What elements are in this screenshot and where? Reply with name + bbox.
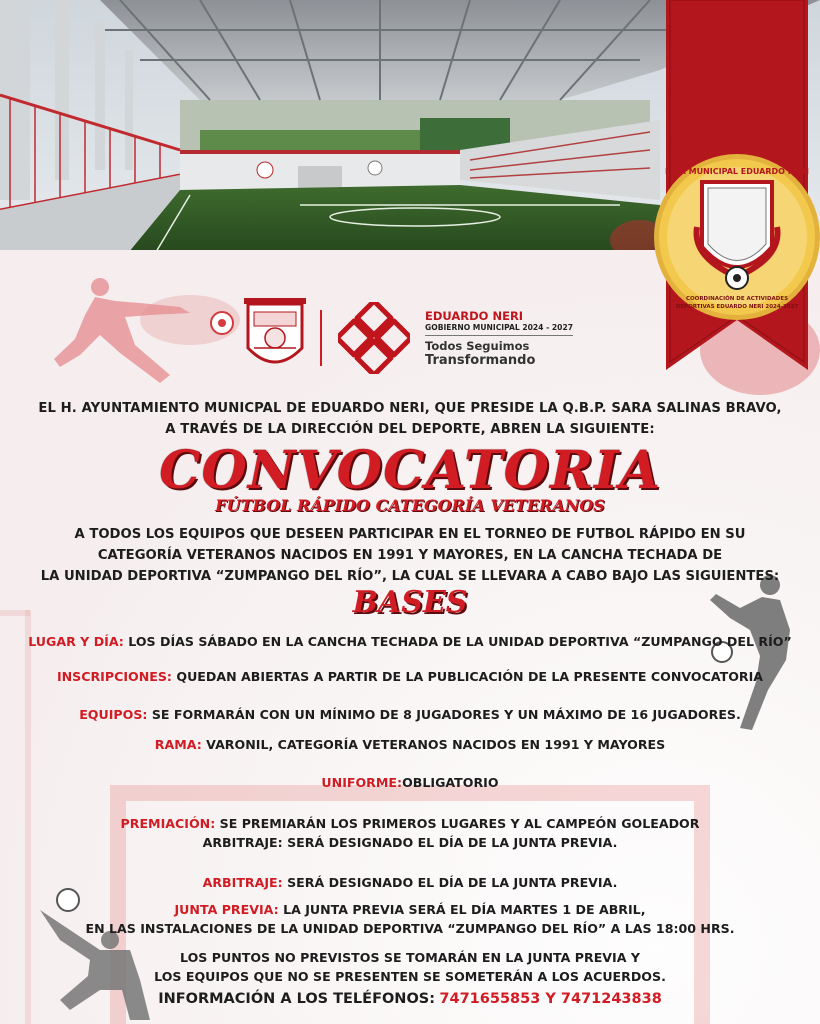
premiacion-text: SE PREMIARÁN LOS PRIMEROS LUGARES Y AL CAMPEÓN GOLEADOR xyxy=(219,816,700,831)
municipal-coat-of-arms-logo xyxy=(240,298,310,378)
premiacion-label: PREMIACIÓN: xyxy=(120,816,216,831)
puntos-line-2: LOS EQUIPOS QUE NO SE PRESENTEN SE SOMETERÁN A LOS ACUERDOS. xyxy=(154,969,666,984)
inscripciones-text: QUEDAN ABIERTAS A PARTIR DE LA PUBLICACIÓN DE LA PRESENTE CONVOCATORIA xyxy=(176,669,764,684)
intro-text xyxy=(0,398,820,440)
svg-text:DEPORTIVAS EDUARDO NERI 2024-2: DEPORTIVAS EDUARDO NERI 2024-2027 xyxy=(675,304,799,310)
rama-row xyxy=(0,735,820,755)
intro-line-1: EL H. AYUNTAMIENTO MUNICPAL DE EDUARDO NERI, QUE PRESIDE LA Q.B.P. SARA SALINAS BRAVO, xyxy=(38,401,782,416)
bases-title: BASES xyxy=(352,585,468,620)
puntos-line-1: LOS PUNTOS NO PREVISTOS SE TOMARÁN EN LA JUNTA PREVIA Y xyxy=(180,950,640,965)
brand-government: GOBIERNO MUNICIPAL 2024 - 2027 xyxy=(425,323,574,332)
info-label: INFORMACIÓN A LOS TELÉFONOS: xyxy=(158,991,436,1007)
logo-separator xyxy=(320,310,322,366)
lugar-text: LOS DÍAS SÁBADO EN LA CANCHA TECHADA DE LA UNIDAD DEPORTIVA “ZUMPANGO DEL RÍO” xyxy=(128,634,792,649)
invitation-paragraph xyxy=(0,524,820,587)
svg-text:LIGA MUNICIPAL EDUARDO NERI: LIGA MUNICIPAL EDUARDO NERI xyxy=(664,167,810,176)
arbitraje-label: ARBITRAJE: xyxy=(202,875,283,890)
brand-name: EDUARDO NERI xyxy=(425,309,524,323)
page-subtitle: FÚTBOL RÁPIDO CATEGORÍA VETERANOS xyxy=(215,496,605,515)
brand-divider xyxy=(425,335,573,336)
inscripciones-label: INSCRIPCIONES: xyxy=(56,669,172,684)
paragraph-line-3: LA UNIDAD DEPORTIVA “ZUMPANGO DEL RÍO”, LA CUAL SE LLEVARA A CABO BAJO LAS SIGUIENTES: xyxy=(40,569,780,584)
junta-text-1: LA JUNTA PREVIA SERÁ EL DÍA MARTES 1 DE ABRIL, xyxy=(283,902,646,917)
junta-label: JUNTA PREVIA: xyxy=(174,902,279,917)
uniforme-label: UNIFORME: xyxy=(321,775,403,790)
premiacion-row xyxy=(0,814,820,834)
uniforme-text: OBLIGATORIO xyxy=(402,775,499,790)
junta-row xyxy=(0,900,820,920)
page-title: CONVOCATORIA xyxy=(159,440,661,501)
rama-label: RAMA: xyxy=(154,737,202,752)
knot-emblem-logo xyxy=(338,302,410,374)
info-row xyxy=(0,989,820,1009)
lugar-row xyxy=(0,632,820,652)
equipos-label: EQUIPOS: xyxy=(79,707,148,722)
equipos-row xyxy=(0,705,820,725)
slogan-line-1: Todos Seguimos xyxy=(425,339,530,353)
inscripciones-row xyxy=(0,667,820,687)
lugar-label: LUGAR Y DÍA: xyxy=(28,634,124,649)
intro-line-2: A TRAVÉS DE LA DIRECCIÓN DEL DEPORTE, ABREN LA SIGUIENTE: xyxy=(165,422,655,437)
uniforme-row xyxy=(0,773,820,793)
arbitraje-duplicate-row: ARBITRAJE: SERÁ DESIGNADO EL DÍA DE LA JUNTA PREVIA. xyxy=(202,835,618,850)
paragraph-line-1: A TODOS LOS EQUIPOS QUE DESEEN PARTICIPAR EN EL TORNEO DE FUTBOL RÁPIDO EN SU xyxy=(74,527,746,542)
kicking-player-silhouette xyxy=(40,275,240,395)
slogan-line-2: Transformando xyxy=(425,353,536,368)
equipos-text: SE FORMARÁN CON UN MÍNIMO DE 8 JUGADORES Y UN MÁXIMO DE 16 JUGADORES. xyxy=(151,707,741,722)
paragraph-line-2: CATEGORÍA VETERANOS NACIDOS EN 1991 Y MAYORES, EN LA CANCHA TECHADA DE xyxy=(97,548,723,563)
arbitraje-row xyxy=(0,873,820,893)
phone-numbers: 7471655853 Y 7471243838 xyxy=(439,991,662,1007)
svg-text:COORDINACIÓN DE ACTIVIDADES: COORDINACIÓN DE ACTIVIDADES xyxy=(685,296,789,302)
junta-row-2: EN LAS INSTALACIONES DE LA UNIDAD DEPORTIVA “ZUMPANGO DEL RÍO” A LAS 18:00 HRS. xyxy=(85,921,735,936)
league-seal-logo xyxy=(652,152,820,322)
rama-text: VARONIL, CATEGORÍA VETERANOS NACIDOS EN 1991 Y MAYORES xyxy=(206,737,666,752)
arbitraje-text: SERÁ DESIGNADO EL DÍA DE LA JUNTA PREVIA. xyxy=(287,875,618,890)
